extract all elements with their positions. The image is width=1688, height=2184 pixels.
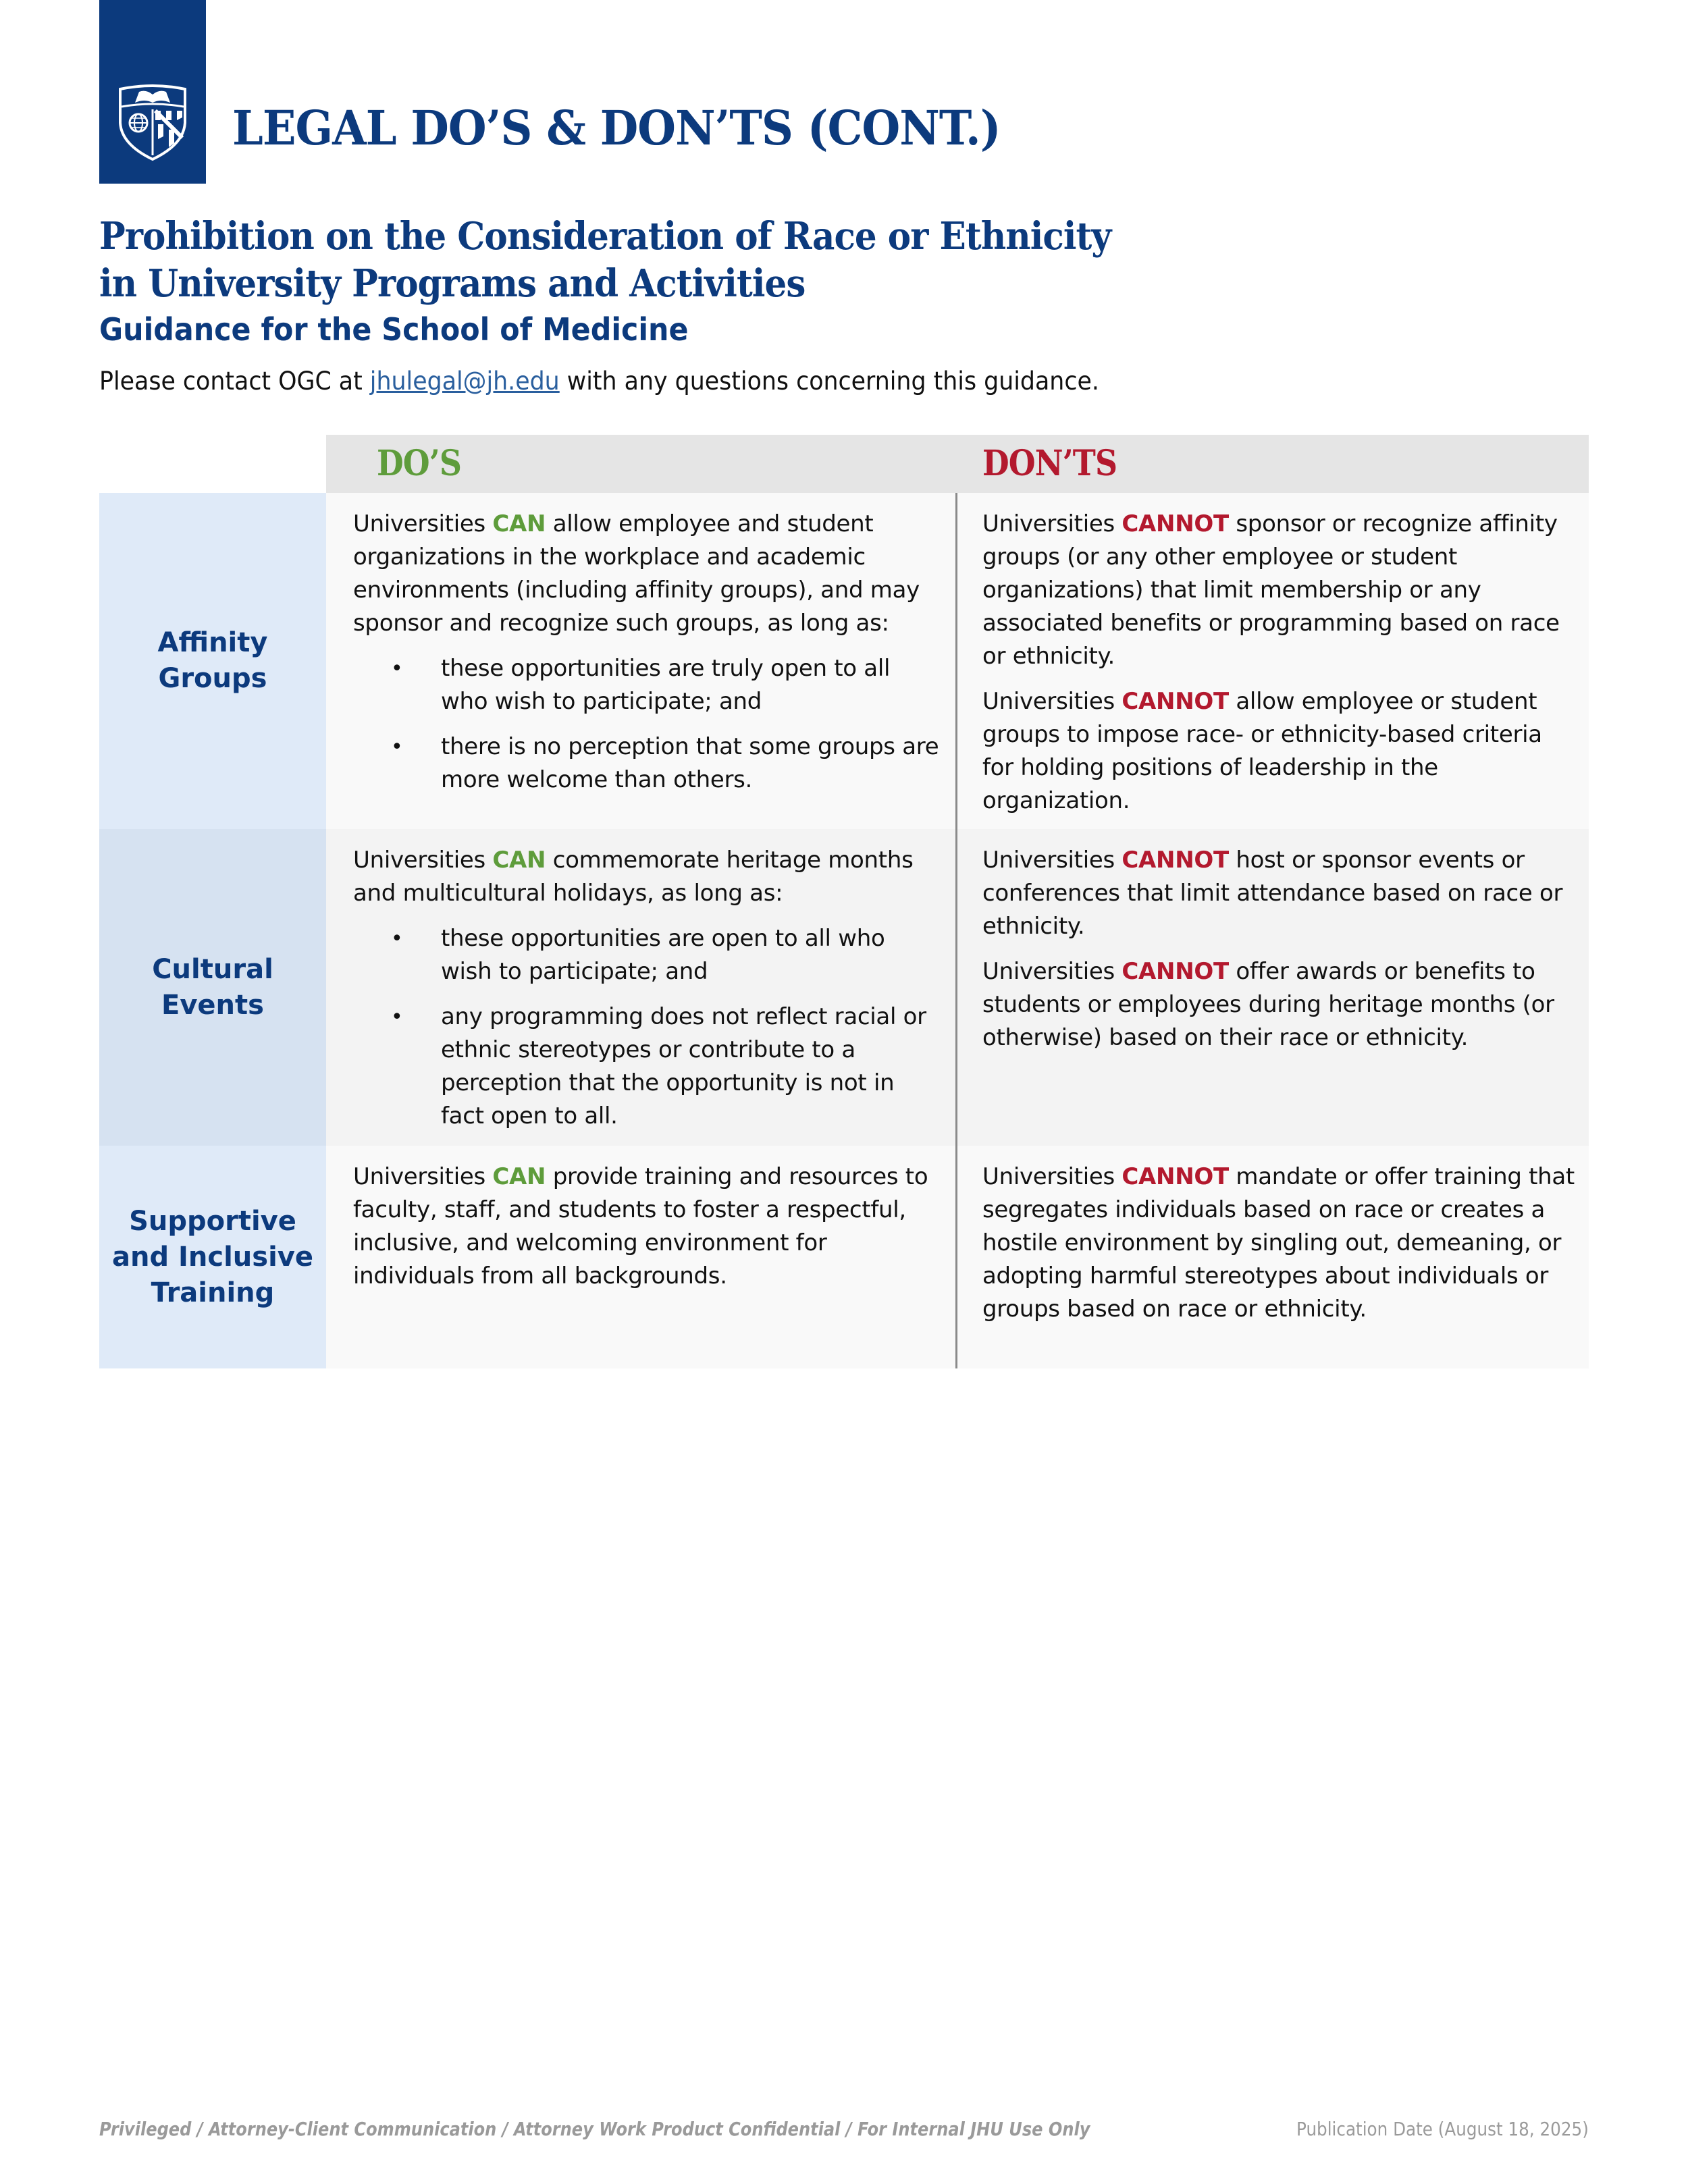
row-label-line: Supportive <box>129 1205 296 1237</box>
row-label-line: and Inclusive <box>111 1241 313 1273</box>
donts-cell <box>957 493 1589 829</box>
text: Universities <box>982 958 1122 985</box>
donts-cell <box>957 829 1589 1146</box>
guidance-heading: Guidance for the School of Medicine <box>99 311 689 348</box>
dos-paragraph <box>353 1161 942 1293</box>
list-item <box>353 1001 942 1133</box>
text: host or sponsor events or conferences that limit attendance based on race or ethnicity. <box>982 847 1563 940</box>
bullet-icon: • <box>391 927 403 951</box>
dos-cell <box>326 829 957 1146</box>
bullet-icon: • <box>391 735 403 759</box>
text: commemorate heritage months and multicultural holidays, as long as: <box>353 847 914 907</box>
table-header-background <box>326 435 1589 493</box>
donts-paragraph <box>982 1161 1575 1326</box>
text: provide training and resources to faculty, staff, and students to foster a respectful, inclusive, and welcoming environment for individuals from all backgrounds. <box>353 1163 928 1289</box>
row-label-line: Affinity <box>157 627 268 658</box>
contact-suffix: with any questions concerning this guidance. <box>559 367 1099 396</box>
text: Universities <box>982 1163 1122 1190</box>
text: Universities <box>982 847 1122 874</box>
row-label-line: Training <box>151 1277 275 1308</box>
text: offer awards or benefits to students or employees during heritage months (or otherwise) based on their race or ethnicity. <box>982 958 1554 1051</box>
table-header <box>99 435 1589 493</box>
dos-column-header: DO’S <box>377 443 462 484</box>
list-item <box>353 652 942 718</box>
text: these opportunities are open to all who wish to participate; and <box>441 925 885 985</box>
text: Universities <box>982 688 1122 715</box>
text: allow employee or student groups to impose race- or ethnicity-based criteria for holding positions of leadership in the organization. <box>982 688 1542 814</box>
row-label <box>99 1146 326 1368</box>
can-keyword: CAN <box>492 847 546 874</box>
confidentiality-notice: Privileged / Attorney-Client Communication / Attorney Work Product Confidential / For Internal JHU Use Only <box>99 2118 1090 2140</box>
text: these opportunities are truly open to all who wish to participate; and <box>441 655 891 715</box>
text: Universities <box>353 847 493 874</box>
text: there is no perception that some groups are more welcome than others. <box>441 733 939 793</box>
text: allow employee and student organizations in the workplace and academic environments (including affinity groups), and may sponsor and recognize such groups, as long as: <box>353 510 920 637</box>
subtitle-line-1: Prohibition on the Consideration of Race or Ethnicity <box>99 214 1111 259</box>
document-subtitle <box>99 213 1111 307</box>
text: mandate or offer training that segregates individuals based on race or creates a hostile environment by singling out, demeaning, or adopting harmful stereotypes about individuals or groups based on race or ethnicity. <box>982 1163 1575 1323</box>
subtitle-line-2: in University Programs and Activities <box>99 261 806 306</box>
text: sponsor or recognize affinity groups (or any other employee or student organizations) that limit membership or any associated benefits or programming based on race or ethnicity. <box>982 510 1560 670</box>
list-item <box>353 922 942 988</box>
text: any programming does not reflect racial or ethnic stereotypes or contribute to a perception that the opportunity is not in fact open to all. <box>441 1003 926 1129</box>
contact-prefix: Please contact OGC at <box>99 367 370 396</box>
text: Universities <box>353 510 493 537</box>
bullet-icon: • <box>391 1005 403 1029</box>
text: Universities <box>353 1163 493 1190</box>
donts-cell <box>957 1146 1589 1368</box>
row-label <box>99 829 326 1146</box>
publication-date: Publication Date (August 18, 2025) <box>1296 2118 1589 2140</box>
page-title: LEGAL DO’S & DON’TS (CONT.) <box>232 100 1001 156</box>
brand-bar <box>99 0 206 184</box>
dos-paragraph <box>353 508 942 640</box>
jhu-shield-icon <box>116 82 189 161</box>
can-keyword: CAN <box>492 510 546 537</box>
cannot-keyword: CANNOT <box>1122 958 1229 985</box>
cannot-keyword: CANNOT <box>1122 688 1229 715</box>
cannot-keyword: CANNOT <box>1122 510 1229 537</box>
donts-paragraph <box>982 685 1575 818</box>
donts-paragraph <box>982 955 1575 1055</box>
bullet-icon: • <box>391 657 403 681</box>
dos-paragraph <box>353 844 942 910</box>
dos-cell <box>326 493 957 829</box>
row-label <box>99 493 326 829</box>
contact-line <box>99 365 1099 398</box>
table-row-affinity-groups <box>99 493 1589 829</box>
donts-paragraph <box>982 844 1575 943</box>
donts-paragraph <box>982 508 1575 673</box>
table-row-supportive-training <box>99 1146 1589 1368</box>
email-link[interactable]: jhulegal@jh.edu <box>369 367 560 396</box>
conditions-list <box>353 652 942 797</box>
donts-column-header: DON’TS <box>982 443 1117 484</box>
cannot-keyword: CANNOT <box>1122 1163 1229 1190</box>
list-item <box>353 730 942 797</box>
cannot-keyword: CANNOT <box>1122 847 1229 874</box>
row-label-line: Groups <box>158 663 267 694</box>
dos-cell <box>326 1146 957 1368</box>
table-row-cultural-events <box>99 829 1589 1146</box>
row-label-line: Events <box>161 989 264 1021</box>
row-label-line: Cultural <box>152 953 273 985</box>
dos-donts-table <box>99 435 1589 1368</box>
conditions-list <box>353 922 942 1133</box>
can-keyword: CAN <box>492 1163 546 1190</box>
text: Universities <box>982 510 1122 537</box>
